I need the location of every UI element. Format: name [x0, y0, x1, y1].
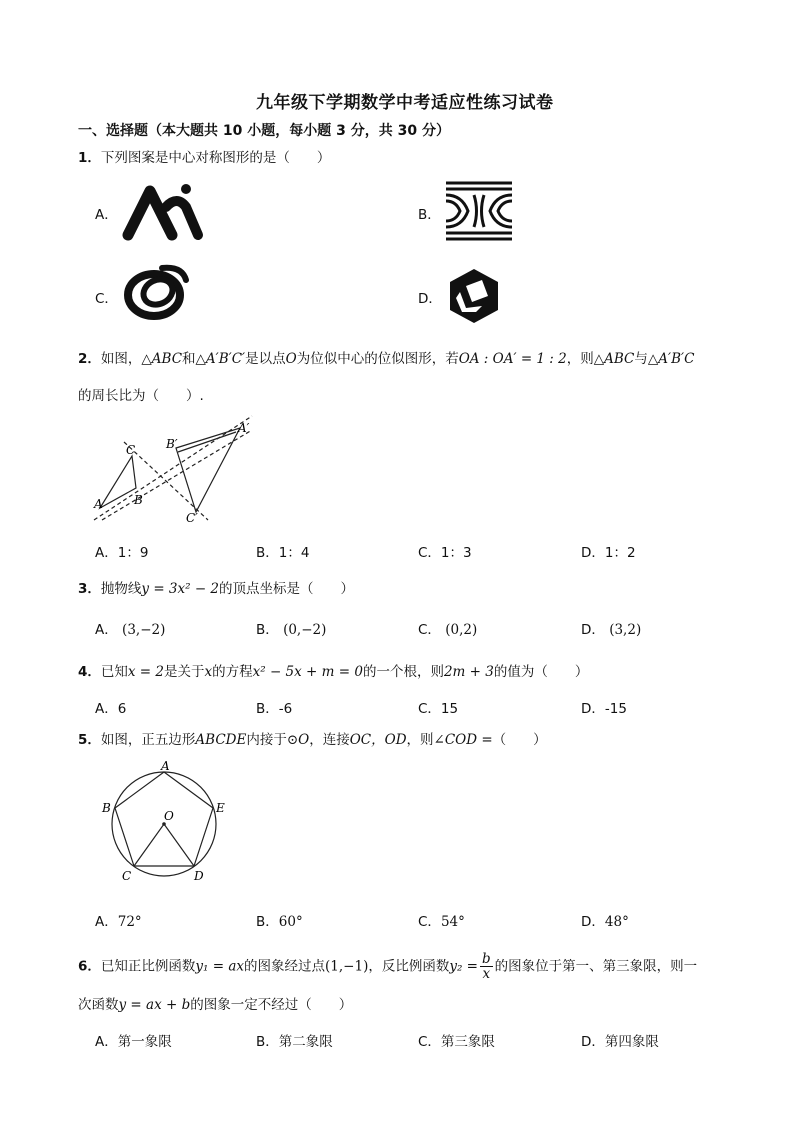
question-text: 的顶点坐标是（ ） [219, 581, 355, 597]
math-expression: y = 3x² − 2 [141, 581, 220, 597]
label-b-prime: B′ [166, 437, 178, 451]
logo-ai-figure [122, 183, 212, 241]
option-c [418, 618, 477, 638]
math-expression: y₁ = ax [195, 958, 245, 975]
option-value: (3,−2) [122, 622, 166, 638]
math-expression: (1,−1) [325, 958, 369, 975]
question-number: 1． [78, 150, 101, 166]
option-c [418, 910, 465, 930]
question-text: ，则 [406, 732, 434, 748]
question-number: 2． [78, 351, 101, 367]
option-a: A．第一象限 [95, 1034, 172, 1050]
question-6-stem [78, 952, 697, 981]
option-a: A．1：9 [95, 545, 149, 561]
option-letter: D． [581, 914, 605, 930]
section-heading: 一、选择题（本大题共 10 小题，每小题 3 分，共 30 分） [78, 123, 450, 139]
math-expression: ⊙O [286, 732, 310, 748]
label-d: D [194, 869, 204, 883]
question-text: 为位似中心的位似图形，若 [296, 351, 459, 367]
option-c: C．第三象限 [418, 1034, 495, 1050]
option-b: B．-6 [256, 701, 293, 717]
option-value: 48° [604, 914, 629, 930]
math-expression: OA : OA′ = 1 : 2 [458, 351, 567, 367]
option-a-label: A． [95, 207, 118, 223]
question-text: 是关于 [164, 664, 205, 680]
question-text: ，连接 [309, 732, 350, 748]
option-d [581, 618, 641, 638]
question-text: 已知正比例函数 [100, 958, 196, 975]
option-letter: C． [418, 914, 441, 930]
question-text: 和 [182, 351, 196, 367]
option-letter: C． [418, 622, 441, 638]
option-value: 54° [440, 914, 465, 930]
math-expression: y₂ = [449, 958, 478, 975]
option-value: (3,2) [609, 622, 642, 638]
option-letter: A． [95, 914, 118, 930]
similar-triangles-figure [90, 408, 260, 530]
question-1-stem [78, 146, 330, 166]
option-b [256, 910, 303, 930]
option-d: D．-15 [581, 701, 627, 717]
question-text: 是以点 [245, 351, 286, 367]
math-expression: △A′B′C′ [195, 351, 246, 367]
label-e: E [216, 801, 225, 815]
question-text: ，则 [566, 351, 594, 367]
option-letter: B． [256, 914, 279, 930]
question-text: 内接于 [246, 732, 287, 748]
option-c: C．15 [418, 701, 459, 717]
label-c: C [122, 869, 132, 883]
label-o: O [164, 809, 174, 823]
question-text: 如图， [100, 351, 142, 367]
math-expression: y = ax + b [118, 997, 191, 1013]
logo-rings-figure [120, 262, 192, 322]
question-number: 3． [78, 581, 101, 597]
option-letter: B． [256, 622, 279, 638]
logo-stripes-figure [444, 180, 514, 242]
label-c: C [126, 443, 136, 457]
option-c: C．1：3 [418, 545, 472, 561]
question-text: 已知 [100, 664, 128, 680]
label-a: A [94, 497, 103, 511]
fraction [480, 952, 493, 981]
page-title: 九年级下学期数学中考适应性练习试卷 [256, 93, 554, 113]
label-c-prime: C′ [186, 511, 198, 525]
question-text: 与 [634, 351, 648, 367]
option-a [95, 618, 165, 638]
option-value: (0,2) [445, 622, 478, 638]
option-b: B．1：4 [256, 545, 310, 561]
question-text: 的一个根，则 [362, 664, 444, 680]
question-text: 下列图案是中心对称图形的是（ ） [100, 150, 331, 166]
question-text: 的方程 [212, 664, 253, 680]
math-expression: ∠COD = [433, 732, 493, 748]
math-expression: x² − 5x + m = 0 [252, 664, 363, 680]
question-3-stem [78, 577, 354, 597]
question-text: （ ） [492, 732, 547, 748]
math-expression: x = 2 [127, 664, 165, 680]
option-b: B．第二象限 [256, 1034, 333, 1050]
option-value: 60° [278, 914, 303, 930]
question-5-stem [78, 728, 547, 748]
math-expression: O [285, 351, 297, 367]
math-expression: △A′B′C [647, 351, 695, 367]
option-d: D．第四象限 [581, 1034, 659, 1050]
option-d [581, 910, 629, 930]
question-number: 5． [78, 732, 101, 748]
option-d-label: D． [418, 291, 442, 307]
question-text: 如图，正五边形 [100, 732, 196, 748]
fraction-numerator: b [482, 951, 491, 967]
math-expression: ABCDE [195, 732, 247, 748]
option-b [256, 618, 326, 638]
label-b: B [134, 493, 143, 507]
math-expression: x [204, 664, 213, 680]
question-2-stem [78, 347, 694, 367]
math-expression: △ABC [593, 351, 635, 367]
fraction-denominator: x [482, 966, 491, 982]
label-a: A [161, 759, 170, 773]
question-2-line2: 的周长比为（ ）. [78, 388, 204, 404]
math-expression: 2m + 3 [443, 664, 494, 680]
label-a-prime: A′ [238, 421, 250, 435]
pentagon-circle-figure [98, 758, 234, 886]
question-4-stem [78, 660, 588, 680]
option-value: 72° [117, 914, 142, 930]
question-text: 抛物线 [100, 581, 142, 597]
option-value: (0,−2) [283, 622, 327, 638]
logo-hexagon-figure [446, 266, 502, 326]
question-text: 次函数 [78, 997, 119, 1013]
question-text: 的图象一定不经过（ ） [190, 997, 353, 1013]
label-b: B [102, 801, 111, 815]
question-number: 4． [78, 664, 101, 680]
option-letter: A． [95, 622, 118, 638]
question-text: ，反比例函数 [368, 958, 450, 975]
option-letter: D． [581, 622, 605, 638]
option-d: D．1：2 [581, 545, 636, 561]
option-a: A．6 [95, 701, 127, 717]
option-c-label: C． [95, 291, 118, 307]
math-expression: OC，OD [349, 732, 407, 748]
math-expression: △ABC [141, 351, 183, 367]
question-text: 的图象位于第一、第三象限，则一 [494, 958, 698, 975]
option-a [95, 910, 142, 930]
question-text: 的图象经过点 [244, 958, 326, 975]
option-b-label: B． [418, 207, 441, 223]
question-6-line2 [78, 993, 352, 1013]
question-text: 的值为（ ） [493, 664, 589, 680]
question-number: 6． [78, 958, 101, 975]
